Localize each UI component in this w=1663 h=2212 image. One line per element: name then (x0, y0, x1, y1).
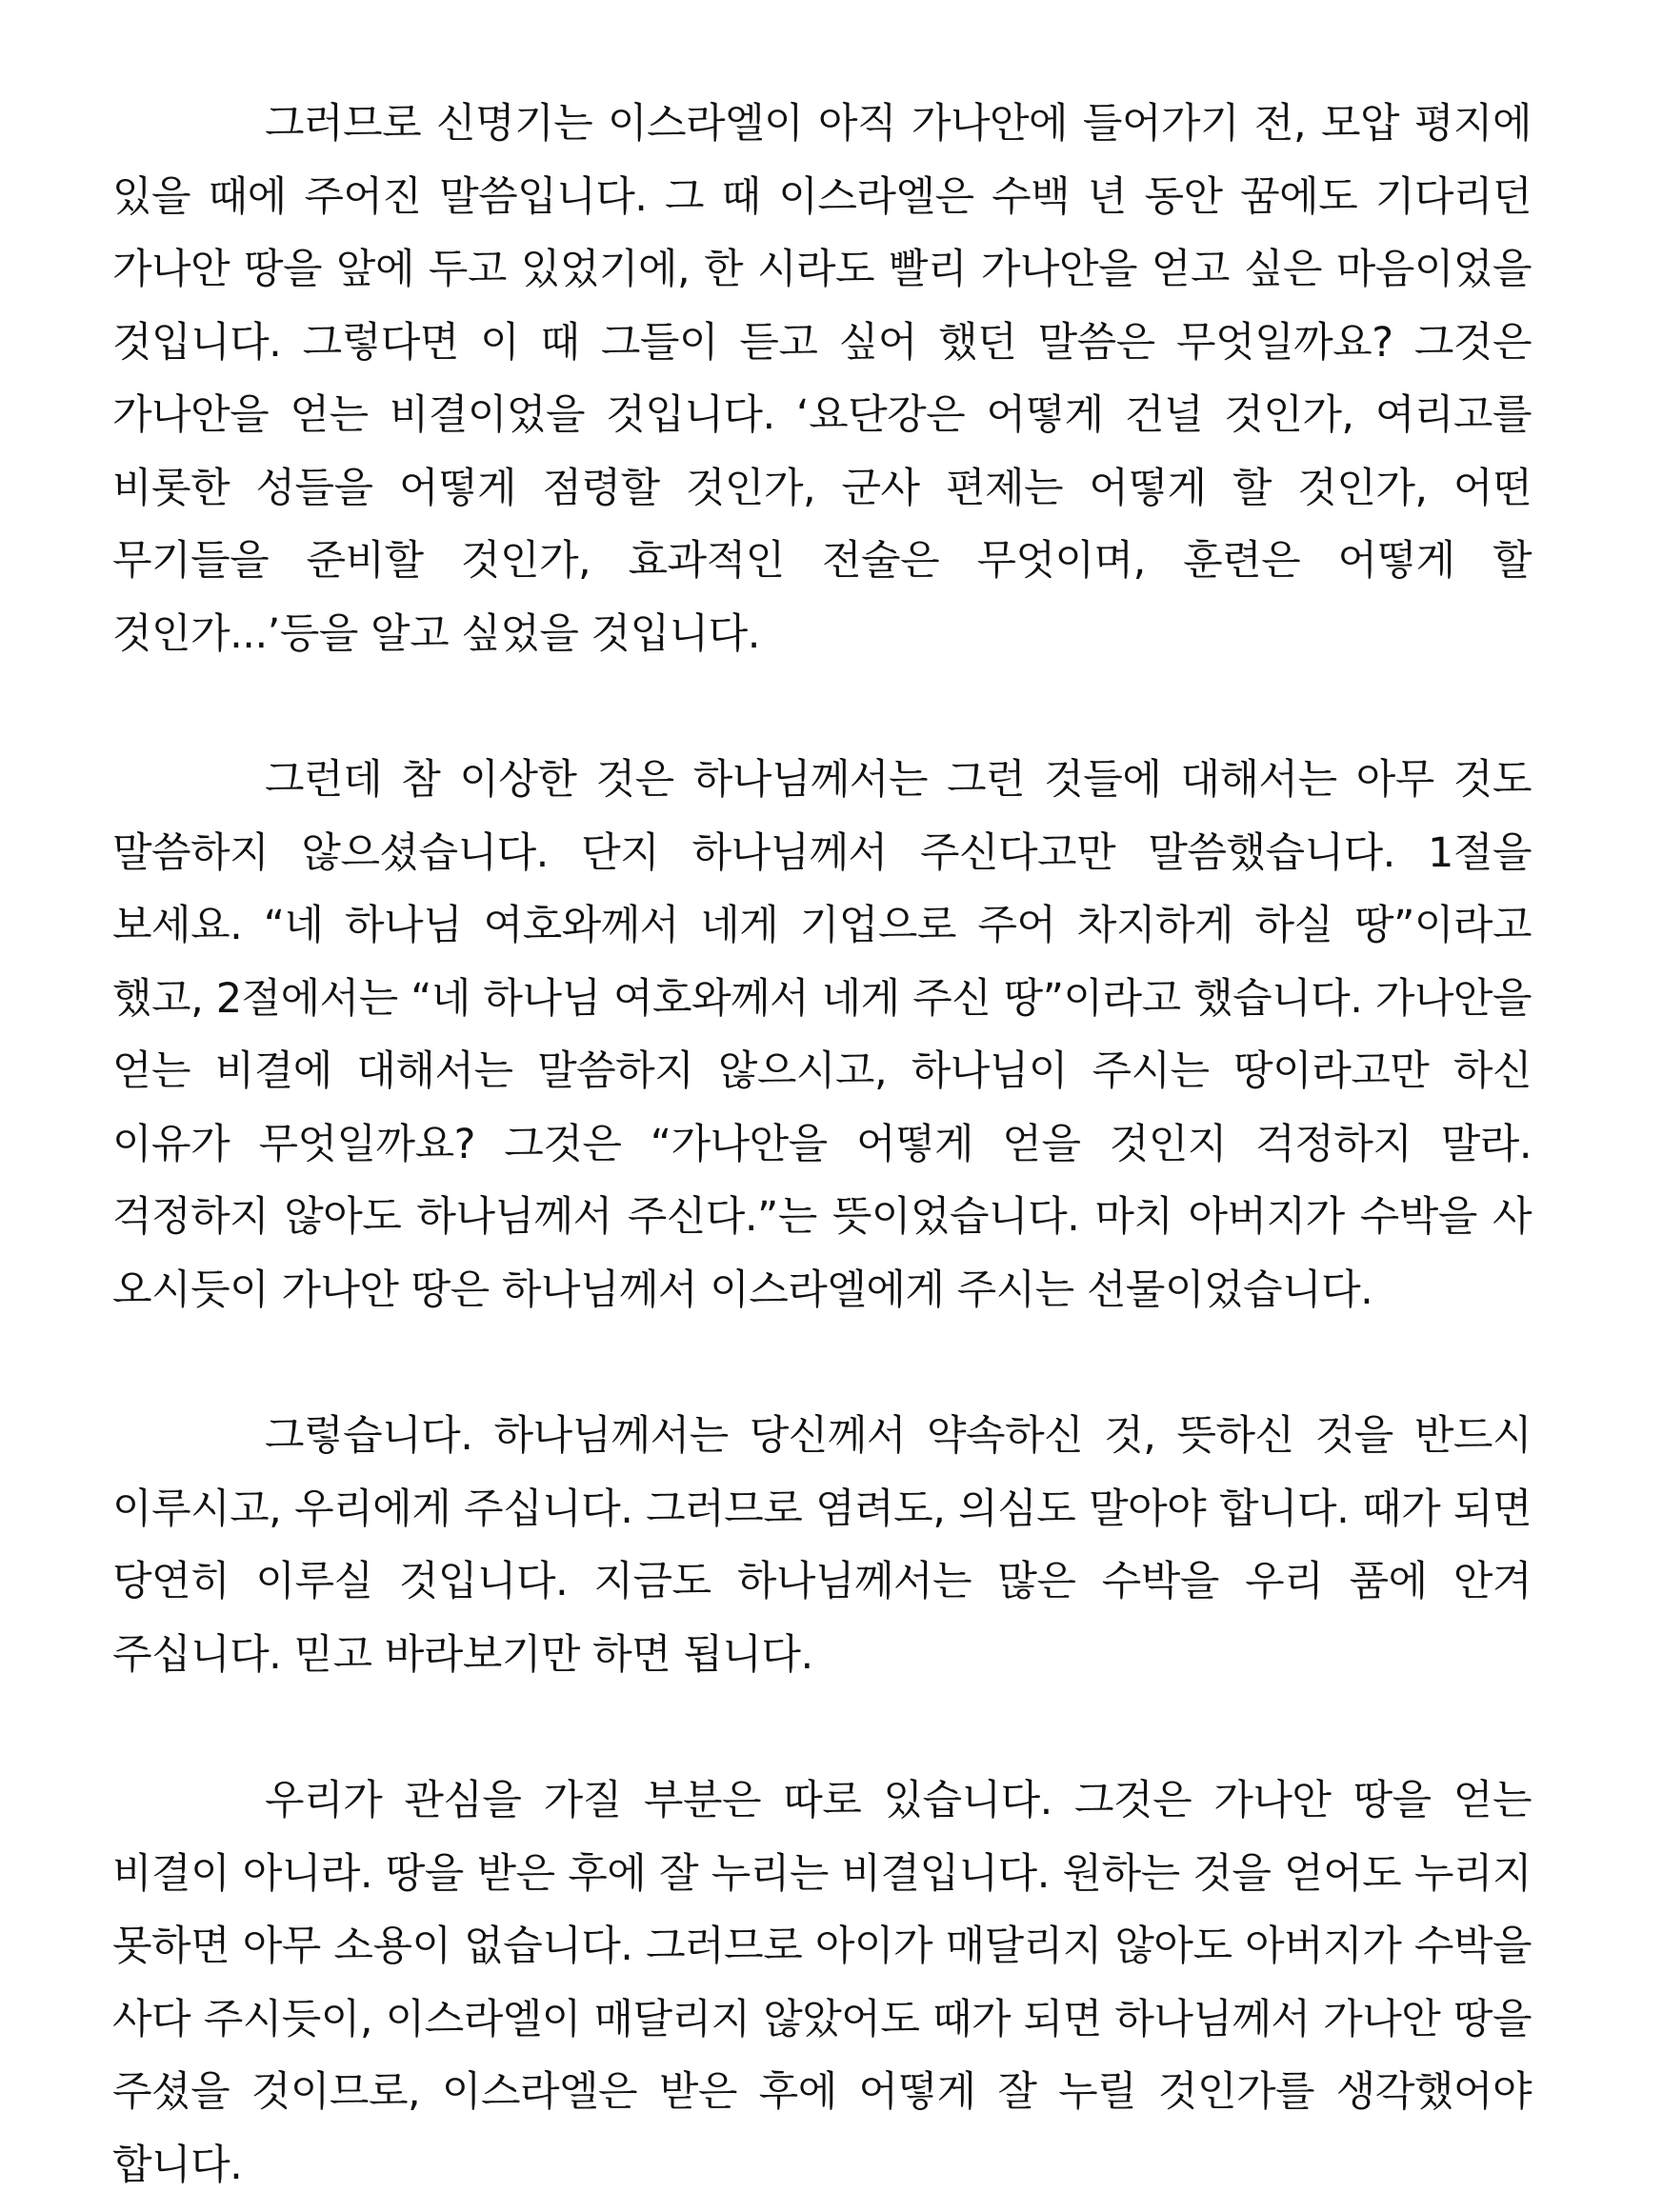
paragraph-1: 그러므로 신명기는 이스라엘이 아직 가나안에 들어가기 전, 모압 평지에 있을 때에 주어진 말씀입니다. 그 때 이스라엘은 수백 년 동안 꿈에도 기다리던 가나안 땅을 앞에 두고 있었기에, 한 시라도 빨리 가나안을 얻고 싶은 마음이었을 것입니다. 그렇다면 이 때 그들이 듣고 싶어 했던 말씀은 무엇일까요? 그것은 가나안을 얻는 비결이었을 것입니다. ‘요단강은 어떻게 건널 것인가, 여리고를 비롯한 성들을 어떻게 점령할 것인가, 군사 편제는 어떻게 할 것인가, 어떤 무기들을 준비할 것인가, 효과적인 전술은 무엇이며, 훈련은 어떻게 할 것인가...’등을 알고 싶었을 것입니다. (112, 100, 1532, 658)
paragraph-4: 우리가 관심을 가질 부분은 따로 있습니다. 그것은 가나안 땅을 얻는 비결이 아니라. 땅을 받은 후에 잘 누리는 비결입니다. 원하는 것을 얻어도 누리지 못하면 아무 소용이 없습니다. 그러므로 아이가 매달리지 않아도 아버지가 수박을 사다 주시듯이, 이스라엘이 매달리지 않았어도 때가 되면 하나님께서 가나안 땅을 주셨을 것이므로, 이스라엘은 받은 후에 어떻게 잘 누릴 것인가를 생각했어야 합니다. (112, 1777, 1532, 2189)
paragraph-3: 그렇습니다. 하나님께서는 당신께서 약속하신 것, 뜻하신 것을 반드시 이루시고, 우리에게 주십니다. 그러므로 염려도, 의심도 말아야 합니다. 때가 되면 당연히 이루실 것입니다. 지금도 하나님께서는 많은 수박을 우리 품에 안겨 주십니다. 믿고 바라보기만 하면 됩니다. (112, 1412, 1532, 1679)
paragraph-2: 그런데 참 이상한 것은 하나님께서는 그런 것들에 대해서는 아무 것도 말씀하지 않으셨습니다. 단지 하나님께서 주신다고만 말씀했습니다. 1절을 보세요. “네 하나님 여호와께서 네게 기업으로 주어 차지하게 하실 땅”이라고 했고, 2절에서는 “네 하나님 여호와께서 네게 주신 땅”이라고 했습니다. 가나안을 얻는 비결에 대해서는 말씀하지 않으시고, 하나님이 주시는 땅이라고만 하신 이유가 무엇일까요? 그것은 “가나안을 어떻게 얻을 것인지 걱정하지 말라. 걱정하지 않아도 하나님께서 주신다.”는 뜻이었습니다. 마치 아버지가 수박을 사 오시듯이 가나안 땅은 하나님께서 이스라엘에게 주시는 선물이었습니다. (112, 756, 1532, 1314)
